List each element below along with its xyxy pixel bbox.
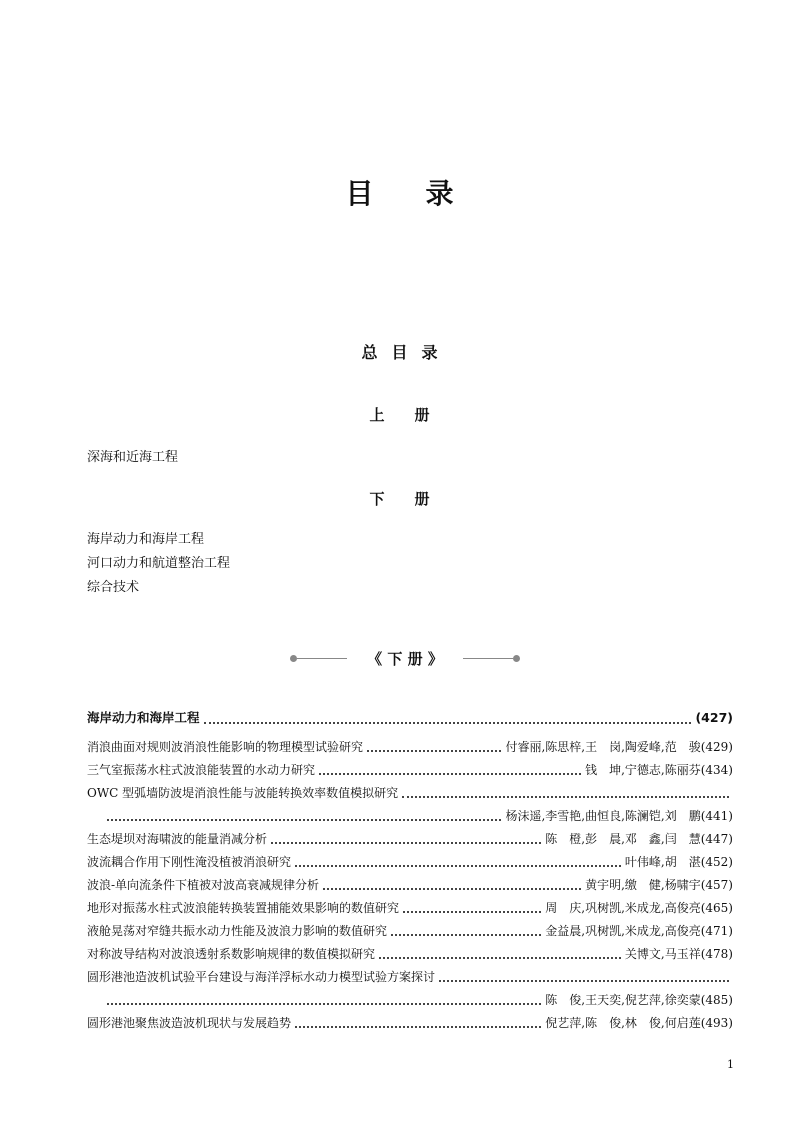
toc-entry[interactable]	[87, 1012, 733, 1035]
entry-authors: 付睿丽,陈思梓,王 岗,陶爱峰,范 骏	[505, 740, 701, 754]
lower-section-0: 海岸动力和海岸工程	[87, 532, 205, 547]
entry-page: (478)	[700, 947, 733, 961]
entry-title: 消浪曲面对规则波消浪性能影响的物理模型试验研究	[87, 740, 364, 754]
toc-entry[interactable]	[87, 782, 733, 805]
entry-authors: 黄宇明,缴 健,杨啸宇	[585, 878, 701, 892]
entry-page: (457)	[700, 878, 733, 892]
entry-title: 生态堤坝对海啸波的能量消减分析	[87, 832, 268, 846]
leader-dots	[367, 749, 501, 752]
entry-page: (485)	[700, 993, 733, 1007]
leader-dots	[323, 887, 581, 890]
divider-line-right	[463, 658, 513, 659]
toc-section-heading[interactable]	[87, 706, 733, 732]
entry-page: (493)	[700, 1016, 733, 1030]
entry-title: 三气室振荡水柱式波浪能装置的水动力研究	[87, 763, 316, 777]
entry-authors: 杨沫遥,李雪艳,曲恒良,陈澜铠,刘 鹏	[505, 809, 701, 823]
toc-entry[interactable]	[87, 920, 733, 943]
page-number: 1	[727, 1058, 734, 1071]
entry-title: OWC 型弧墙防波堤消浪性能与波能转换效率数值模拟研究	[87, 786, 399, 800]
divider-dot-left	[290, 655, 297, 662]
toc-entry[interactable]	[87, 897, 733, 920]
volume-lower-title: 下册	[369, 490, 460, 508]
leader-dots	[402, 795, 729, 798]
entry-page: (441)	[700, 809, 733, 823]
entry-page: (452)	[700, 855, 733, 869]
leader-dots	[391, 933, 541, 936]
toc-entry[interactable]	[87, 943, 733, 966]
leader-dots	[295, 864, 621, 867]
entry-authors: 金益晨,巩树凯,米成龙,高俊亮	[545, 924, 701, 938]
toc-entry[interactable]	[87, 759, 733, 782]
leader-dots	[107, 1002, 541, 1005]
entry-page: (447)	[700, 832, 733, 846]
toc-entry[interactable]	[87, 874, 733, 897]
entry-page: (471)	[700, 924, 733, 938]
divider-label: 《 下 册 》	[367, 650, 443, 668]
lower-section-1: 河口动力和航道整治工程	[87, 556, 231, 571]
leader-dots	[271, 841, 541, 844]
leader-dots	[379, 956, 621, 959]
toc-entry[interactable]	[87, 966, 733, 989]
upper-section-0: 深海和近海工程	[87, 450, 179, 465]
leader-dots	[439, 979, 729, 982]
toc-entry[interactable]	[87, 828, 733, 851]
volume-upper-title: 上册	[369, 406, 460, 424]
section-heading-page: (427)	[695, 710, 733, 725]
toc-entry-continuation[interactable]	[87, 989, 733, 1012]
page-title: 目录	[345, 177, 506, 210]
entry-authors: 关博文,马玉祥	[624, 947, 701, 961]
divider-dot-right	[513, 655, 520, 662]
entry-title: 圆形港池造波机试验平台建设与海洋浮标水动力模型试验方案探讨	[87, 970, 436, 984]
entry-authors: 钱 坤,宁德志,陈丽芬	[585, 763, 701, 777]
entry-title: 圆形港池聚焦波造波机现状与发展趋势	[87, 1016, 292, 1030]
volume-divider	[290, 652, 520, 666]
overall-toc-title: 总目录	[361, 343, 452, 362]
entry-page: (434)	[700, 763, 733, 777]
toc-entry[interactable]	[87, 736, 733, 759]
section-heading-title: 海岸动力和海岸工程	[87, 710, 200, 725]
entry-title: 波浪-单向流条件下植被对波高衰减规律分析	[87, 878, 320, 892]
leader-dots	[403, 910, 541, 913]
entry-page: (465)	[700, 901, 733, 915]
entry-title: 地形对振荡水柱式波浪能转换装置捕能效果影响的数值研究	[87, 901, 400, 915]
toc-entry[interactable]	[87, 851, 733, 874]
leader-dots	[319, 772, 581, 775]
leader-dots	[204, 721, 692, 724]
entry-page: (429)	[700, 740, 733, 754]
entry-authors: 倪艺萍,陈 俊,林 俊,何启莲	[545, 1016, 701, 1030]
toc-entry-continuation[interactable]	[87, 805, 733, 828]
toc-list	[87, 706, 733, 1035]
leader-dots	[107, 818, 501, 821]
entry-title: 液舱晃荡对窄缝共振水动力性能及波浪力影响的数值研究	[87, 924, 388, 938]
entry-authors: 陈 俊,王天奕,倪艺萍,徐奕蒙	[545, 993, 701, 1007]
entry-authors: 陈 橙,彭 晨,邓 鑫,闫 慧	[545, 832, 701, 846]
entry-title: 波流耦合作用下刚性淹没植被消浪研究	[87, 855, 292, 869]
entry-title: 对称波导结构对波浪透射系数影响规律的数值模拟研究	[87, 947, 376, 961]
lower-section-2: 综合技术	[87, 580, 140, 595]
entry-authors: 周 庆,巩树凯,米成龙,高俊亮	[545, 901, 701, 915]
divider-line-left	[297, 658, 347, 659]
leader-dots	[295, 1025, 541, 1028]
entry-authors: 叶伟峰,胡 湛	[624, 855, 701, 869]
